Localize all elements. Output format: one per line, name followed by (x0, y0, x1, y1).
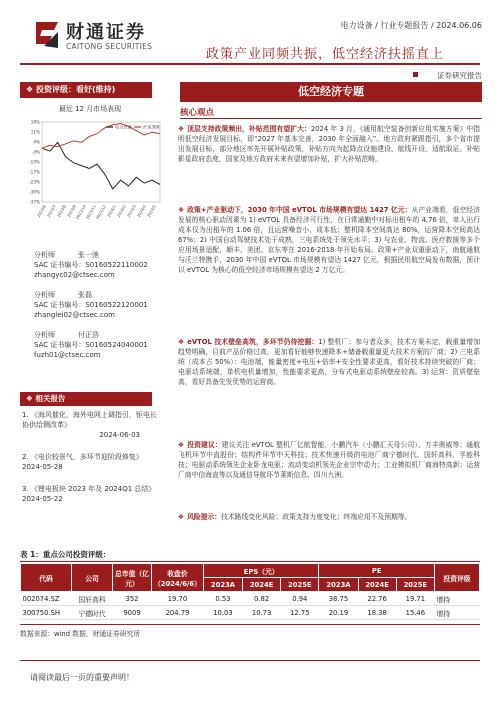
pe-year-2025e: 2025E (396, 578, 434, 592)
cell-code: 300750.SH (21, 606, 72, 620)
series-group (42, 124, 160, 189)
tech-barrier-paragraph (178, 337, 480, 387)
analyst-email[interactable]: zhangyc02@ctsec.com (34, 271, 115, 279)
table-row (21, 606, 480, 620)
analyst-1 (34, 250, 148, 280)
diamond-bullet-icon: ❖ (178, 441, 185, 449)
cell-pe: 20.19 (319, 606, 358, 620)
investment-advice-paragraph (178, 440, 480, 480)
cell-eps: 10.03 (203, 606, 242, 620)
analyst-2 (34, 290, 148, 320)
table-bottom-divider (20, 624, 480, 625)
pe-year-2024e: 2024E (358, 578, 396, 592)
related-report-title: 1. 《海风催化，海外电网上调指引，钜电长协供给侧改革》 (22, 411, 157, 429)
pe-year-2023a: 2023A (319, 578, 358, 592)
core-views-divider (180, 118, 482, 119)
policy-paragraph (178, 124, 480, 164)
square-bullet-icon (413, 72, 418, 77)
y-tick-label: 11% (30, 129, 40, 135)
analyst-email[interactable]: fuzh01@ctsec.com (34, 351, 101, 359)
y-tick-label: 18% (30, 119, 40, 125)
report-headline: 政策产业同频共振，低空经济扶摇直上 (205, 47, 444, 62)
col-code: 代码 (21, 564, 72, 592)
market-size-heading: 政策+产业驱动下，2030 年中国 eVTOL 市场规模有望达 1427 亿元： (187, 206, 412, 214)
cell-eps: 12.75 (281, 606, 319, 620)
market-size-paragraph (178, 205, 480, 275)
cell-pe: 38.75 (319, 592, 358, 606)
logo-english-text: CAITONG SECURITIES (66, 42, 153, 51)
topic-banner: 低空经济专题 (180, 82, 482, 102)
x-tick-label: 2023/7 (45, 204, 57, 219)
diamond-bullet-icon: ❖ (178, 125, 185, 133)
cell-company: 宁德时代 (72, 606, 113, 620)
risk-paragraph (178, 512, 480, 522)
cell-eps: 0.94 (281, 592, 319, 606)
x-tick-label: 2024/5 (145, 204, 157, 219)
market-size-body: 从产业端看，低空经济发展的核心驱动因素为 1) eVTOL 具备经济可行性，在日常通勤中对标出租车的 4.76 倍，单人出行成本仅为出租车的 1.06 倍，且运营噪音小、成本低；整机降本空间高达 80%，运营降本空间高达 67%；2) 中国自动驾驶技术处于成熟，三电系统处于领先水平；3) 与农业、物流、医疗救援等多个应用场景适配，顺丰、美团、京东等在 2016-2018 年开始布局。政策+产业双重驱动下，南航通航与沃兰特携手，2030 年中国 eVTOL 市场规模有望达 1427 亿元，根据民用航空局发布数据，预计以 eVTOL 为核心的低空经济市场规模有望达 2 万亿元。 (178, 206, 481, 274)
y-tick-label: -10% (29, 159, 40, 165)
diamond-bullet-icon: ❖ (178, 513, 185, 521)
y-tick-label: -23% (29, 179, 40, 185)
y-axis (29, 120, 40, 205)
caitong-logo (32, 16, 162, 58)
x-tick-label: 2024/3 (125, 204, 137, 219)
legend-label: 沪深300 (143, 124, 160, 130)
cert-label: SAC 证书编号： (34, 301, 86, 309)
x-tick-label: 2024/2 (115, 204, 127, 219)
chart-legend (106, 124, 160, 131)
cell-eps: 0.82 (243, 592, 281, 606)
y-tick-label: -3% (31, 149, 40, 155)
logo-emblem-icon (32, 18, 62, 52)
series-line (42, 142, 160, 189)
investment-rating: ❖ 投资评级：看好(维持) (20, 82, 152, 98)
cell-market-cap: 9009 (113, 606, 152, 620)
disclaimer-text: 请阅读最后一页的重要声明！ (30, 673, 134, 682)
legend-label: 电力设备 (115, 124, 132, 130)
eps-year-2025e: 2025E (281, 578, 319, 592)
core-views-label: 核心观点 (180, 108, 215, 118)
table-source: 数据来源：wind 数据，财通证券研究所 (20, 630, 141, 638)
investment-rating-table (20, 563, 480, 620)
eps-year-2023a: 2023A (203, 578, 242, 592)
x-tick-label: 2023/10 (74, 204, 87, 221)
cell-code: 002074.SZ (21, 592, 72, 606)
policy-heading: 顶层支持政策频出，补贴范围有望扩大： (187, 125, 311, 133)
eps-year-2024e: 2024E (243, 578, 281, 592)
investment-advice-heading: 投资建议： (187, 441, 222, 449)
analyst-role: 分析师 (34, 331, 55, 339)
department-label: 证券研究报告 (437, 71, 482, 80)
investment-rating-text: 投资评级：看好(维持) (35, 85, 116, 94)
tech-barrier-body: 1) 整机厂：参与者众多，技术方案未定，载重量增加趋势明确，目前产品价格过高，更加看好能够快速降本+储备载重量更大技术方案的厂商；2) 三电系统（成本占 50%）：电池端，能量密度+电压+倍率+安全性要求更高，看好技术持续突破的厂商；电驱动系统端，单机电机量增加，性能要求更高，分布式电驱动系统壁垒较高。3) 运营：资质壁垒高，看好具备先发优势的运营商。 (178, 338, 480, 386)
x-tick-label: 2023/9 (65, 204, 77, 219)
analyst-name: 张一弛 (78, 251, 99, 259)
table-top-divider (20, 561, 480, 562)
y-tick-label: -30% (29, 189, 40, 195)
risk-body: 技术路线变化风险；政策支持力度变化；终端应用不及预期等。 (221, 513, 412, 521)
investment-advice-body: 建议关注 eVTOL 整机厂亿航智能、小鹏汽车（小鹏汇天母公司）、万丰奥威等；通航飞机环节中直股份；结构件环节中天科技；技术快速升级的电池厂商宁德时代、国轩高科、孚能科技；电驱动系统领先企业卧龙电驱；流动变动机领先企业宗申动力；工业模拟机厂商海特高新；运营厂商中信海直等以及通信导航环节莱斯信息、四川九洲。 (178, 441, 481, 479)
related-report-title: 3. 《锂电板块 2023 年及 2024Q1 总结》 (22, 485, 156, 493)
col-rating: 投资评级 (435, 564, 480, 592)
related-report-title: 2. 《电价较景气，多环节迎阶段修复》 (22, 453, 143, 461)
related-report-2[interactable] (22, 452, 158, 472)
cell-rating: 增持 (435, 606, 480, 620)
cell-rating: 增持 (435, 592, 480, 606)
footer-divider (20, 660, 480, 661)
cert-label: SAC 证书编号： (34, 341, 86, 349)
col-pe: PE (319, 564, 435, 578)
cell-pe: 19.71 (396, 592, 434, 606)
chart-title: 最近 12 月市场表现 (58, 105, 122, 113)
col-company: 公司 (72, 564, 113, 592)
cell-pe: 15.46 (396, 606, 434, 620)
x-tick-label: 2024/1 (105, 204, 117, 219)
analyst-email[interactable]: zhanglei02@ctsec.com (34, 311, 115, 319)
x-tick-label: 2023/12 (94, 204, 107, 221)
x-tick-label: 2023/6 (35, 204, 47, 219)
risk-heading: 风险提示： (187, 513, 222, 521)
analyst-role: 分析师 (34, 251, 55, 259)
logo-chinese-text: 财通证券 (66, 22, 146, 43)
y-tick-label: -17% (29, 169, 40, 175)
tech-barrier-heading: eVTOL 技术壁垒高筑，多环节仍待挖掘： (187, 338, 319, 346)
related-reports-title: 相关报告 (35, 394, 66, 403)
related-reports-header: ❖ 相关报告 (20, 392, 152, 406)
related-report-date: 2024-05-28 (22, 463, 63, 471)
x-tick-label: 2023/11 (84, 204, 97, 221)
cert-number: S0160522110002 (85, 261, 148, 269)
analyst-role: 分析师 (34, 291, 55, 299)
table-title: 表 1：重点公司投资评级： (20, 550, 111, 559)
cell-close-price: 204.79 (152, 606, 204, 620)
header-divider (20, 63, 480, 65)
cell-market-cap: 352 (113, 592, 152, 606)
table-row (21, 592, 480, 606)
cert-number: S0160522120001 (85, 301, 148, 309)
report-category: 电力设备 / 行业专题报告 / 2024.06.06 (340, 21, 482, 30)
diamond-bullet-icon: ❖ (178, 206, 185, 214)
y-tick-label: 4% (33, 139, 40, 145)
related-report-1[interactable] (22, 410, 158, 440)
related-report-date: 2024-05-22 (22, 495, 63, 503)
analyst-3 (34, 330, 148, 360)
cell-close-price: 19.70 (152, 592, 204, 606)
cert-number: S0160524040001 (85, 341, 148, 349)
related-report-date: 2024-06-03 (99, 431, 140, 439)
x-tick-label: 2023/8 (55, 204, 67, 219)
cell-pe: 18.38 (358, 606, 396, 620)
analyst-name: 付正浩 (78, 331, 99, 339)
cell-company: 国轩高科 (72, 592, 113, 606)
cell-eps: 10.73 (243, 606, 281, 620)
cell-pe: 22.76 (358, 592, 396, 606)
analyst-name: 张磊 (78, 291, 92, 299)
related-report-3[interactable] (22, 484, 158, 504)
cell-eps: 0.53 (203, 592, 242, 606)
col-eps: EPS（元） (203, 564, 319, 578)
col-close-price: 收盘价（2024/6/6） (152, 564, 204, 592)
policy-body: 2024 年 3 月，《通用航空装备创新应用实施方案》中指明低空经济发展目标，即“2027 年基本完善，2030 年全面融入”。地方政府紧跟指引，多个省市提出发展目标，部分地区率先开展补贴政策，补贴方向为起降点设施建设、航线开设、适航取证。补贴影星政府态度，国家及地方政府未来有望增加补贴，扩大补贴范畴。 (178, 125, 481, 163)
x-tick-label: 2024/4 (135, 204, 147, 219)
y-tick-label: -37% (29, 199, 40, 205)
cert-label: SAC 证书编号： (34, 261, 86, 269)
x-axis (36, 203, 157, 220)
col-market-cap: 总市值（亿元） (113, 564, 152, 592)
market-performance-chart (22, 116, 164, 224)
diamond-bullet-icon: ❖ (178, 338, 185, 346)
